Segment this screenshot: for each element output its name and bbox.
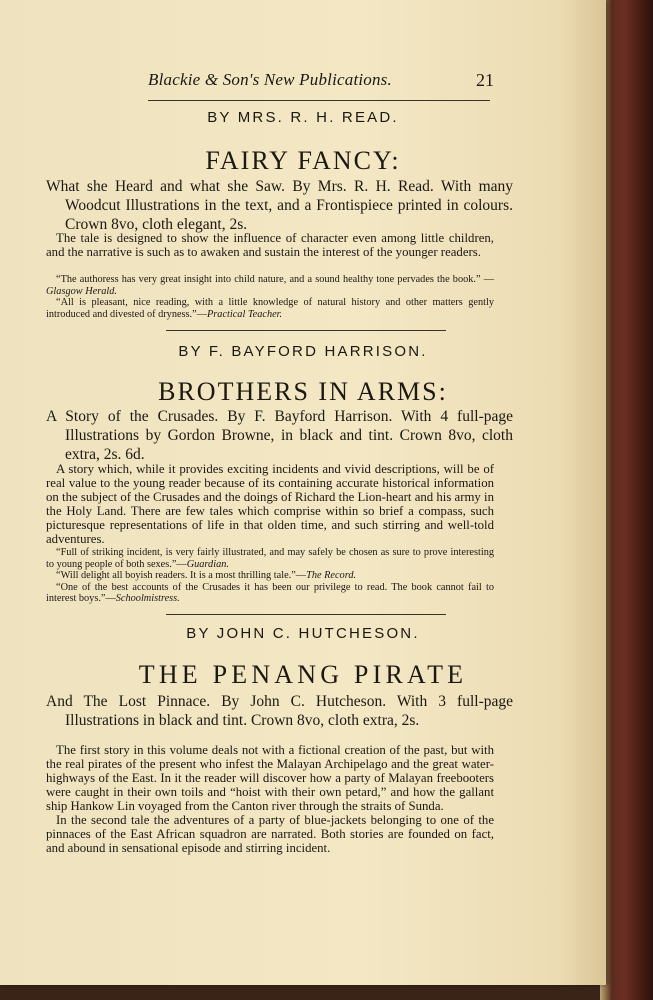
review-text: “Will delight all boyish readers. It is a most thrilling tale.”— bbox=[56, 570, 307, 581]
page-number: 21 bbox=[476, 70, 494, 90]
review bbox=[46, 274, 494, 297]
review bbox=[46, 582, 494, 605]
entry-reviews bbox=[46, 274, 494, 320]
review-source: The Record. bbox=[306, 570, 357, 581]
section-divider bbox=[166, 614, 446, 615]
section-divider bbox=[166, 330, 446, 331]
entry-body bbox=[46, 743, 494, 855]
review bbox=[46, 297, 494, 320]
entry-reviews bbox=[46, 547, 494, 605]
review-text: “All is pleasant, nice reading, with a little knowledge of natural history and other matters gently introduced and divested of dryness.”— bbox=[46, 297, 494, 320]
book-spine bbox=[600, 0, 653, 1000]
entry-title: BROTHERS IN ARMS: bbox=[158, 377, 448, 406]
review bbox=[46, 570, 494, 582]
entry-title: FAIRY FANCY: bbox=[205, 146, 401, 175]
entry-description: A Story of the Crusades. By F. Bayford Harrison. With 4 full-page Illustrations by Gordon Browne, in black and tint. Crown 8vo, cloth extra, 2s. 6d. bbox=[46, 408, 513, 463]
header-rule bbox=[148, 100, 490, 101]
review-text: “The authoress has very great insight into child nature, and a sound healthy tone pervades the book.” — bbox=[56, 274, 494, 285]
review-source: Guardian. bbox=[186, 558, 229, 570]
review-source: Glasgow Herald. bbox=[46, 285, 117, 297]
entry-body bbox=[46, 231, 494, 259]
page-header bbox=[0, 70, 606, 94]
body-paragraph: A story which, while it provides exciting incidents and vivid descriptions, will be of real value to the young reader because of its containing accurate historical information on the subject of the Crusades and the doings of Richard the Lion-heart and his army in the Holy Land. There are few tales which comprise within so brief a compass, such picturesque representations of life in that olden time, and such stirring and well-told adventures. bbox=[46, 462, 494, 546]
entry-body bbox=[46, 462, 494, 546]
entry-description: And The Lost Pinnace. By John C. Hutcheson. With 3 full-page Illustrations in black and tint. Crown 8vo, cloth extra, 2s. bbox=[46, 693, 513, 729]
entry-author: BY F. BAYFORD HARRISON. bbox=[178, 343, 428, 360]
entry-author: BY JOHN C. HUTCHESON. bbox=[186, 625, 420, 642]
entry-title: THE PENANG PIRATE bbox=[138, 660, 468, 689]
body-paragraph: The tale is designed to show the influence of character even among little children, and the narrative is such as to awaken and sustain the interest of the younger readers. bbox=[46, 231, 494, 259]
review-source: Practical Teacher. bbox=[207, 308, 283, 320]
review-source: Schoolmistress. bbox=[115, 593, 180, 604]
review-text: “One of the best accounts of the Crusades it has been our privilege to read. The book cannot fail to interest boys.”— bbox=[46, 581, 494, 604]
review bbox=[46, 547, 494, 570]
entry-author: BY MRS. R. H. READ. bbox=[207, 109, 399, 126]
body-paragraph: The first story in this volume deals not with a fictional creation of the past, but with the real pirates of the present who infest the Malayan Archipelago and the great water-highways of the East. In it the reader will discover how a party of Malayan freebooters were caught in their own toils and “hoist with their own petard,” and how the gallant ship Hankow Lin voyaged from the Canton river through the straits of Sunda. bbox=[46, 743, 494, 813]
review-text: “Full of striking incident, is very fairly illustrated, and may safely be chosen as sure to prove interesting to young people of both sexes.”— bbox=[46, 547, 494, 570]
body-paragraph: In the second tale the adventures of a party of blue-jackets belonging to one of the pinnaces of the East African squadron are narrated. Both stories are founded on fact, and abound in sensational episode and stirring incident. bbox=[46, 813, 494, 855]
running-title: Blackie & Son's New Publications. bbox=[148, 70, 392, 89]
entry-description: What she Heard and what she Saw. By Mrs. R. H. Read. With many Woodcut Illustrations in the text, and a Frontispiece printed in colours. Crown 8vo, cloth elegant, 2s. bbox=[46, 178, 513, 233]
